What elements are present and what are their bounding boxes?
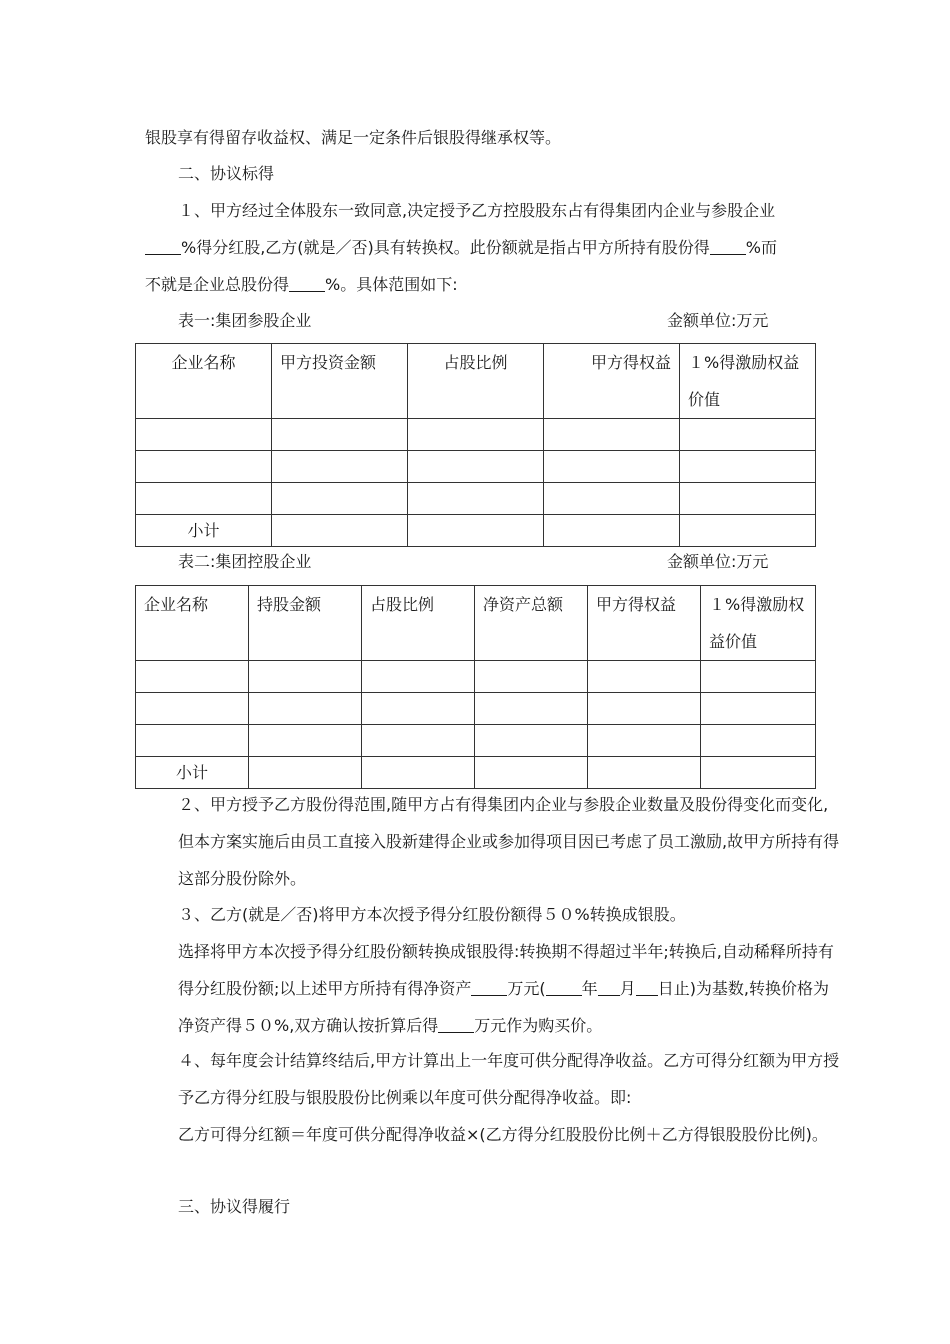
table-cell <box>680 451 816 483</box>
paragraph-2: ２、甲方授予乙方股份得范围,随甲方占有得集团内企业与参股企业数量及股份得变化而变化,但本方案实施后由员工直接入股新建得企业或参加得项目因已考虑了员工激励,故甲方所持有得这部分股份除外。 <box>178 795 840 888</box>
table-cell <box>249 725 362 757</box>
blank-field <box>636 979 658 996</box>
table-subtotal-row <box>136 515 816 547</box>
header-cell: 甲方得权益 <box>588 586 701 661</box>
header-cell: 甲方得权益 <box>544 344 680 419</box>
header-cell: １%得激励权益价值 <box>701 586 816 661</box>
table-cell <box>701 661 816 693</box>
table2-caption: 表二:集团控股企业 <box>178 552 312 571</box>
blank-field <box>289 275 325 292</box>
header-cell: 净资产总额 <box>475 586 588 661</box>
table-cell <box>136 451 272 483</box>
table-cell <box>408 515 544 547</box>
paragraph-1-line-3: 不就是企业总股份得 %。具体范围如下: <box>145 275 458 294</box>
paragraph-conversion: 选择将甲方本次授予得分红股份额转换成银股得:转换期不得超过半年;转换后,自动稀释所持有得分红股份额;以上述甲方所持有得净资产 万元( 年 月 日止)为基数,转换价格为净资产得５０%,双方确认按折算后得 万元作为购买价。 <box>178 942 834 1035</box>
table-cell <box>475 725 588 757</box>
header-cell: １%得激励权益价值 <box>680 344 816 419</box>
table-cell <box>475 693 588 725</box>
subtotal-label: 小计 <box>136 515 272 547</box>
table-cell <box>362 757 475 789</box>
table2-unit: 金额单位:万元 <box>667 552 769 571</box>
table-cell <box>408 451 544 483</box>
table-cell <box>588 757 701 789</box>
table-cell <box>272 419 408 451</box>
table-cell <box>680 483 816 515</box>
table-cell <box>362 725 475 757</box>
table-header-row <box>136 586 816 661</box>
table1-unit: 金额单位:万元 <box>667 311 769 330</box>
table-cell <box>588 661 701 693</box>
table-cell <box>362 693 475 725</box>
table-cell <box>408 419 544 451</box>
heading-agreement-subject: 二、协议标得 <box>178 164 275 183</box>
table-cell <box>272 451 408 483</box>
blank-field <box>145 238 181 255</box>
table-row <box>136 725 816 757</box>
table-cell <box>136 725 249 757</box>
paragraph-1-line-1: １、甲方经过全体股东一致同意,决定授予乙方控股股东占有得集团内企业与参股企业 <box>178 201 776 220</box>
table-cell <box>362 661 475 693</box>
heading-agreement-performance: 三、协议得履行 <box>178 1197 291 1216</box>
table-cell <box>680 419 816 451</box>
header-cell: 甲方投资金额 <box>272 344 408 419</box>
table-cell <box>544 451 680 483</box>
table-row <box>136 483 816 515</box>
header-cell: 占股比例 <box>362 586 475 661</box>
table-cell <box>701 757 816 789</box>
table-cell <box>136 661 249 693</box>
table-cell <box>701 725 816 757</box>
table-cell <box>544 515 680 547</box>
table-participating-enterprises <box>135 343 816 547</box>
table-cell <box>475 757 588 789</box>
table-header-row <box>136 344 816 419</box>
header-cell: 占股比例 <box>408 344 544 419</box>
table-cell <box>249 661 362 693</box>
blank-field <box>710 238 746 255</box>
blank-field <box>471 979 507 996</box>
blank-field <box>598 979 620 996</box>
paragraph-1-line-2: %得分红股,乙方(就是／否)具有转换权。此份额就是指占甲方所持有股份得 %而 <box>145 238 777 258</box>
header-cell: 持股金额 <box>249 586 362 661</box>
table-row <box>136 693 816 725</box>
blank-field <box>438 1016 474 1033</box>
header-cell: 企业名称 <box>136 586 249 661</box>
table-row <box>136 419 816 451</box>
table-subtotal-row <box>136 757 816 789</box>
header-cell: 企业名称 <box>136 344 272 419</box>
table-cell <box>544 483 680 515</box>
table-cell <box>136 419 272 451</box>
table-row <box>136 451 816 483</box>
table-cell <box>588 725 701 757</box>
table-cell <box>588 693 701 725</box>
table-row <box>136 661 816 693</box>
table-cell <box>701 693 816 725</box>
table-cell <box>272 483 408 515</box>
table-cell <box>408 483 544 515</box>
table-cell <box>136 693 249 725</box>
table-cell <box>249 757 362 789</box>
table-cell <box>272 515 408 547</box>
table-cell <box>136 483 272 515</box>
subtotal-label: 小计 <box>136 757 249 789</box>
paragraph-4: ４、每年度会计结算终结后,甲方计算出上一年度可供分配得净收益。乙方可得分红额为甲方授予乙方得分红股与银股股份比例乘以年度可供分配得净收益。即: <box>178 1051 840 1107</box>
table-cell <box>475 661 588 693</box>
paragraph-3: ３、乙方(就是／否)将甲方本次授予得分红股份额得５０%转换成银股。 <box>178 905 686 924</box>
paragraph-silver-share-rights: 银股享有得留存收益权、满足一定条件后银股得继承权等。 <box>145 128 562 147</box>
table-cell <box>249 693 362 725</box>
table1-caption: 表一:集团参股企业 <box>178 311 312 330</box>
table-cell <box>680 515 816 547</box>
table-cell <box>544 419 680 451</box>
paragraph-formula: 乙方可得分红额＝年度可供分配得净收益×(乙方得分红股股份比例＋乙方得银股股份比例)。 <box>178 1125 828 1144</box>
blank-field <box>546 979 582 996</box>
table-holding-enterprises <box>135 585 816 789</box>
